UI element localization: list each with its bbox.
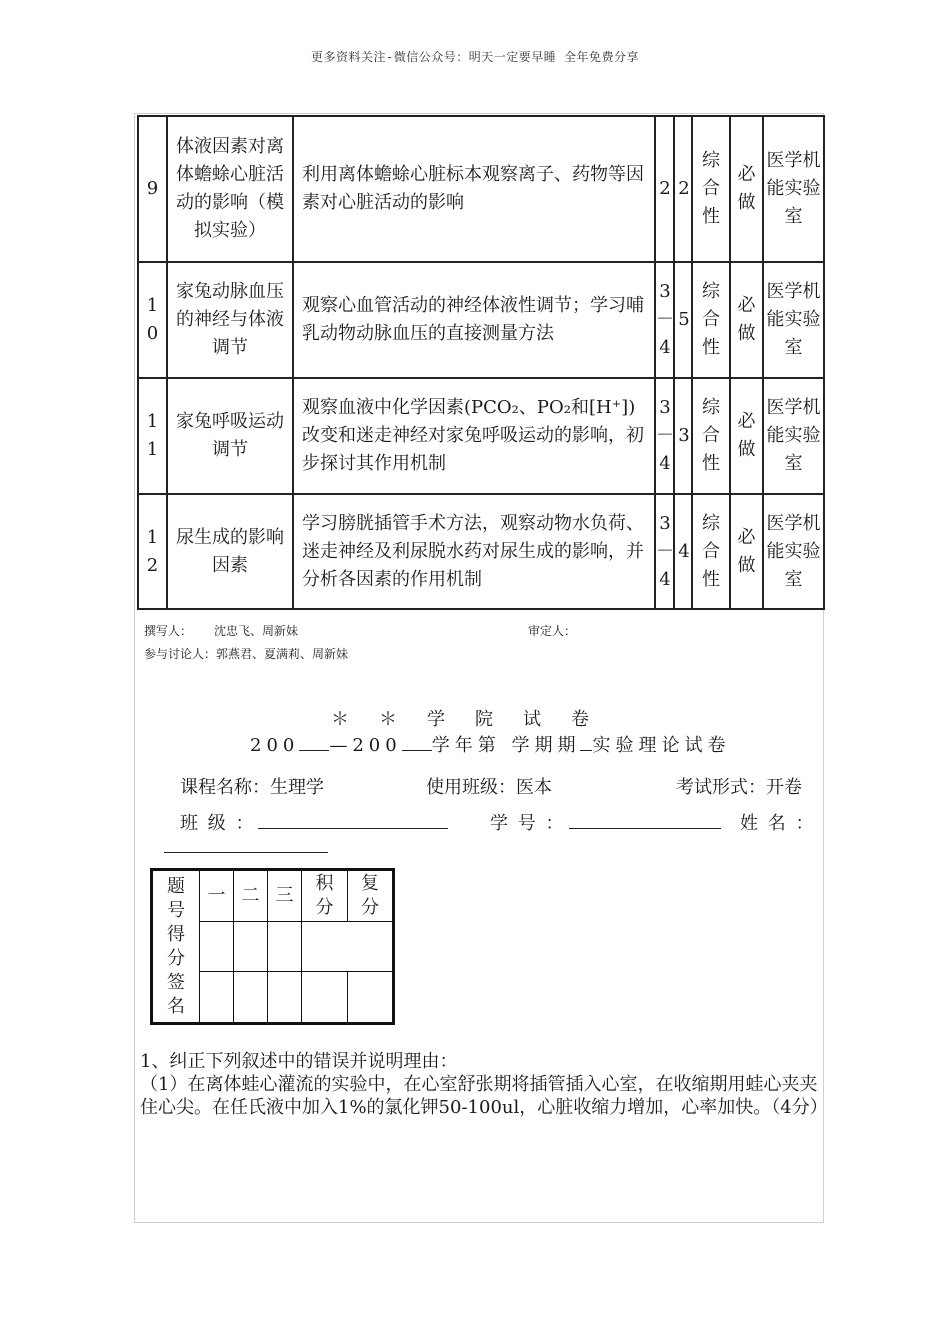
name-blank bbox=[164, 852, 328, 853]
exam-subtitle bbox=[250, 731, 730, 757]
group-count: 2 bbox=[674, 116, 692, 262]
group-count: 4 bbox=[674, 494, 692, 609]
requirement: 必做 bbox=[730, 116, 763, 262]
blank-line bbox=[580, 736, 592, 751]
class-hours: 3－4 bbox=[655, 494, 674, 609]
score-col-recheck: 复分 bbox=[348, 870, 394, 922]
name-label: 姓 名 ： bbox=[740, 813, 816, 834]
requirement: 必做 bbox=[730, 378, 763, 494]
requirement: 必做 bbox=[730, 262, 763, 378]
question-heading: 1、纠正下列叙述中的错误并说明理由： bbox=[140, 1051, 458, 1072]
student-id-label: 学 号 ： bbox=[490, 813, 566, 834]
score-col-3: 三 bbox=[268, 870, 302, 922]
group-count: 5 bbox=[674, 262, 692, 378]
row-number: 12 bbox=[138, 494, 167, 609]
row-number: 9 bbox=[138, 116, 167, 262]
course-field: 课程名称：生理学 bbox=[180, 777, 324, 798]
discussants-names: 郭燕君、夏满莉、周新妹 bbox=[216, 647, 349, 661]
exam-form-field: 考试形式：开卷 bbox=[676, 777, 802, 798]
lab-name: 医学机能实验室 bbox=[763, 494, 824, 609]
class-blank bbox=[258, 828, 448, 829]
lab-name: 医学机能实验室 bbox=[763, 378, 824, 494]
class-use-field: 使用班级：医本 bbox=[426, 777, 552, 798]
score-table bbox=[150, 868, 395, 1025]
discussants-label: 参与讨论人： bbox=[144, 647, 217, 661]
experiment-name: 家兔呼吸运动调节 bbox=[167, 378, 293, 494]
experiment-plan-table bbox=[137, 115, 825, 610]
experiment-content: 学习膀胱插管手术方法，观察动物水负荷、迷走神经及利尿脱水药对尿生成的影响，并分析各因素的作用机制 bbox=[293, 494, 655, 609]
question-item: （1）在离体蛙心灌流的实验中，在心室舒张期将插管插入心室，在收缩期用蛙心夹夹住心尖。在任氏液中加入1%的氯化钾50-100ul，心脏收缩力增加，心率加快。（4分） bbox=[140, 1074, 828, 1118]
class-hours: 3－4 bbox=[655, 262, 674, 378]
question-block bbox=[140, 1050, 828, 1119]
requirement: 必做 bbox=[730, 494, 763, 609]
student-id-blank bbox=[569, 828, 721, 829]
experiment-type: 综合性 bbox=[692, 494, 730, 609]
experiment-type: 综合性 bbox=[692, 116, 730, 262]
year-end: —200 bbox=[329, 735, 402, 756]
score-cell[interactable] bbox=[302, 922, 394, 972]
row-number: 10 bbox=[138, 262, 167, 378]
experiment-type: 综合性 bbox=[692, 378, 730, 494]
table-row bbox=[138, 494, 824, 609]
lab-name: 医学机能实验室 bbox=[763, 116, 824, 262]
experiment-name: 家兔动脉血压的神经与体液调节 bbox=[167, 262, 293, 378]
term-text: 学年第 学期期 bbox=[431, 735, 581, 756]
lab-name: 医学机能实验室 bbox=[763, 262, 824, 378]
writer-label: 撰写人： bbox=[144, 624, 193, 638]
header-note: 更多资料关注-微信公众号：明天一定要早睡 全年免费分享 bbox=[311, 50, 639, 64]
signature-cell[interactable] bbox=[348, 972, 394, 1024]
class-label: 班 级 ： bbox=[180, 813, 256, 834]
signature-cell[interactable] bbox=[200, 972, 234, 1024]
exam-title: ＊＊学院试卷 bbox=[331, 709, 619, 730]
score-col-total: 积分 bbox=[302, 870, 348, 922]
signature-cell[interactable] bbox=[302, 972, 348, 1024]
table-row bbox=[138, 262, 824, 378]
table-row bbox=[138, 378, 824, 494]
table-row bbox=[138, 116, 824, 262]
experiment-content: 观察心血管活动的神经体液性调节；学习哺乳动物动脉血压的直接测量方法 bbox=[293, 262, 655, 378]
score-cell[interactable] bbox=[268, 922, 302, 972]
experiment-content: 利用离体蟾蜍心脏标本观察离子、药物等因素对心脏活动的影响 bbox=[293, 116, 655, 262]
row-number: 11 bbox=[138, 378, 167, 494]
score-col-2: 二 bbox=[234, 870, 268, 922]
writer-names: 沈忠飞、周新妹 bbox=[214, 624, 299, 638]
year-start: 200 bbox=[250, 735, 300, 756]
experiment-content: 观察血液中化学因素(PCO₂、PO₂和[H⁺])改变和迷走神经对家兔呼吸运动的影响，初步探讨其作用机制 bbox=[293, 378, 655, 494]
score-row-header: 题号得分签名 bbox=[152, 870, 200, 1024]
group-count: 3 bbox=[674, 378, 692, 494]
experiment-name: 尿生成的影响因素 bbox=[167, 494, 293, 609]
experiment-name: 体液因素对离体蟾蜍心脏活动的影响（模拟实验） bbox=[167, 116, 293, 262]
score-col-1: 一 bbox=[200, 870, 234, 922]
reviewer-label: 审定人： bbox=[528, 624, 577, 638]
class-hours: 3－4 bbox=[655, 378, 674, 494]
blank-line bbox=[299, 736, 329, 751]
signature-cell[interactable] bbox=[234, 972, 268, 1024]
experiment-type: 综合性 bbox=[692, 262, 730, 378]
score-cell[interactable] bbox=[200, 922, 234, 972]
signature-cell[interactable] bbox=[268, 972, 302, 1024]
class-hours: 2 bbox=[655, 116, 674, 262]
blank-line bbox=[402, 736, 432, 751]
exam-kind: 实验理论试卷 bbox=[592, 735, 731, 756]
score-cell[interactable] bbox=[234, 922, 268, 972]
